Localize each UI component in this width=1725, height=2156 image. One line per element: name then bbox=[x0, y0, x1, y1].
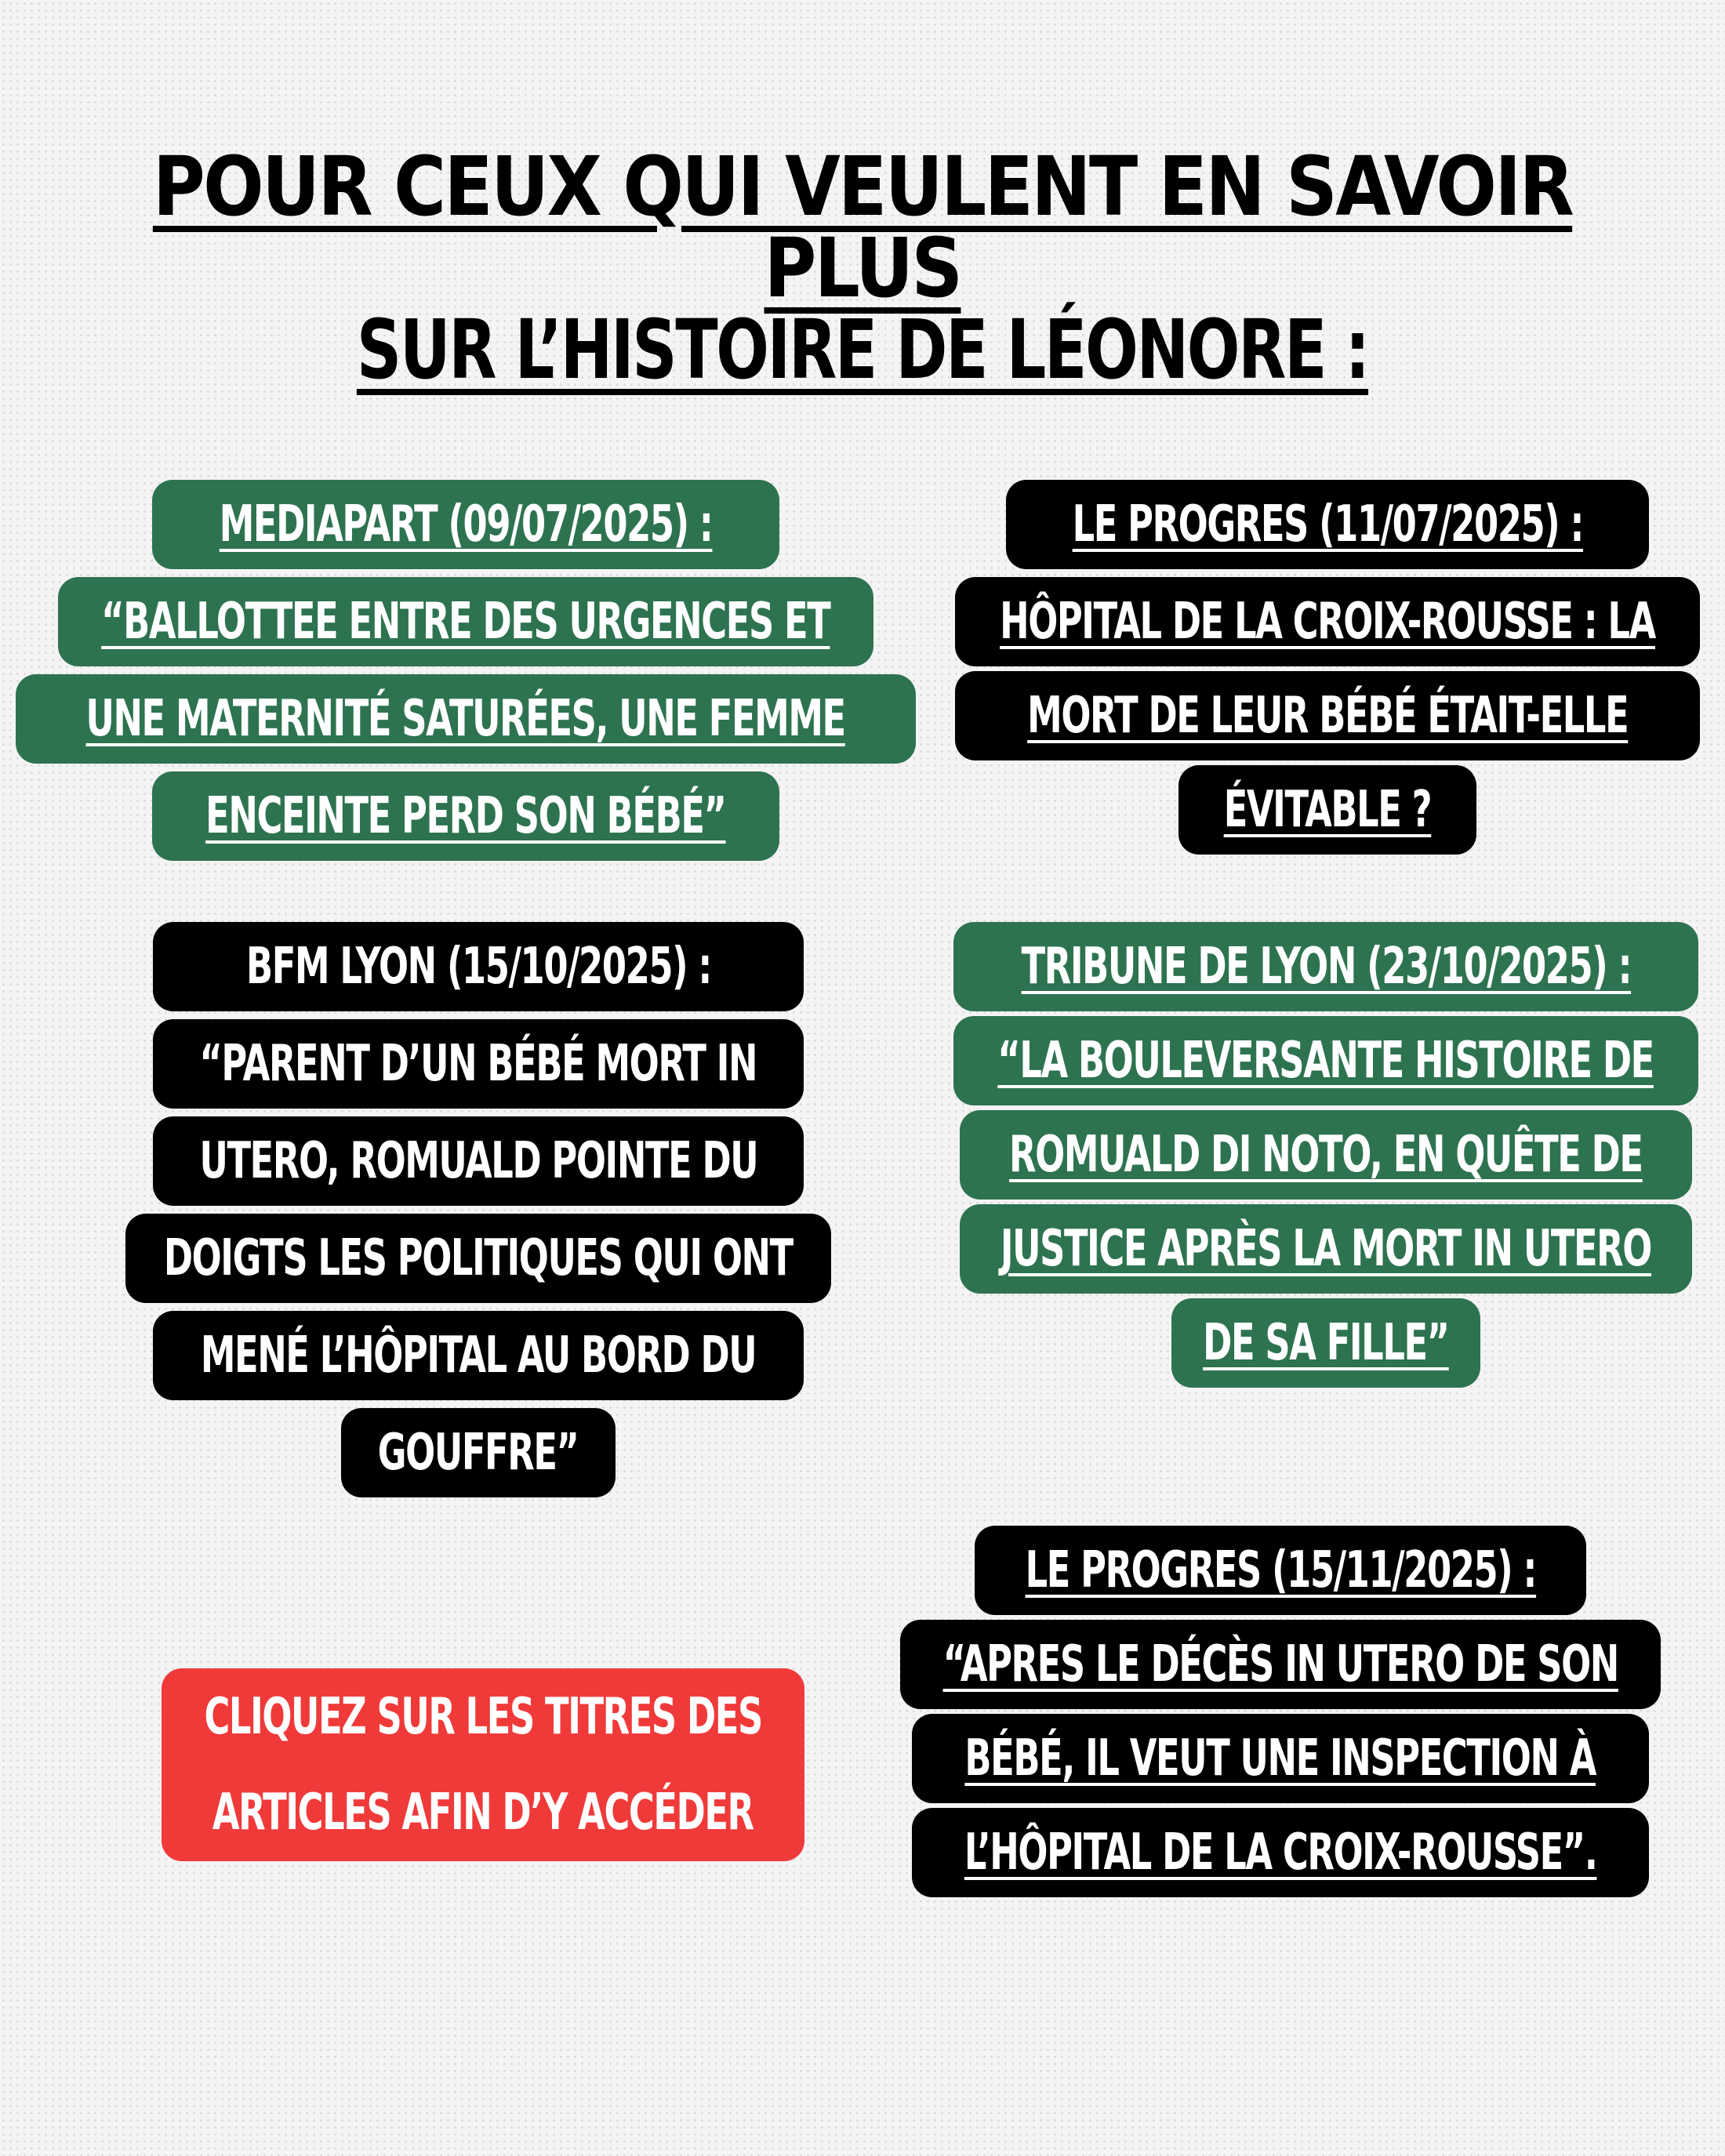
cta-line: ARTICLES AFIN D’Y ACCÉDER bbox=[162, 1764, 804, 1861]
article-title-line: ROMUALD DI NOTO, EN QUÊTE DE bbox=[960, 1110, 1692, 1200]
article-title-line: “PARENT D’UN BÉBÉ MORT IN bbox=[153, 1019, 804, 1109]
article-title-line: DOIGTS LES POLITIQUES QUI ONT bbox=[125, 1214, 831, 1303]
article-title-line: UTERO, ROMUALD POINTE DU bbox=[153, 1116, 804, 1206]
article-source: BFM LYON (15/10/2025) : bbox=[153, 922, 804, 1011]
article-source: LE PROGRES (11/07/2025) : bbox=[1006, 480, 1649, 569]
article-title-line: UNE MATERNITÉ SATURÉES, UNE FEMME bbox=[16, 674, 916, 764]
article-title-line: BÉBÉ, IL VEUT UNE INSPECTION À bbox=[912, 1714, 1649, 1803]
page-title-line-2: SUR L’HISTOIRE DE LÉONORE : bbox=[356, 302, 1369, 397]
article-title-line: “BALLOTTEE ENTRE DES URGENCES ET bbox=[58, 577, 873, 666]
article-title-line: “LA BOULEVERSANTE HISTOIRE DE bbox=[953, 1016, 1698, 1105]
article-source: MEDIAPART (09/07/2025) : bbox=[152, 480, 779, 569]
article-title-line: “APRES LE DÉCÈS IN UTERO DE SON bbox=[900, 1620, 1661, 1709]
article-source: LE PROGRES (15/11/2025) : bbox=[975, 1526, 1586, 1615]
article-title-line: GOUFFRE” bbox=[341, 1408, 616, 1497]
article-title-line: L’HÔPITAL DE LA CROIX-ROUSSE”. bbox=[912, 1808, 1649, 1897]
article-source: TRIBUNE DE LYON (23/10/2025) : bbox=[953, 922, 1698, 1011]
page-title-line-1: POUR CEUX QUI VEULENT EN SAVOIR PLUS bbox=[152, 139, 1573, 316]
article-title-line: MENÉ L’HÔPITAL AU BORD DU bbox=[153, 1311, 804, 1400]
article-title-line: HÔPITAL DE LA CROIX-ROUSSE : LA bbox=[955, 577, 1700, 666]
article-title-line: ÉVITABLE ? bbox=[1178, 765, 1476, 855]
cta-line: CLIQUEZ SUR LES TITRES DES bbox=[162, 1668, 804, 1766]
article-title-line: JUSTICE APRÈS LA MORT IN UTERO bbox=[960, 1204, 1692, 1294]
article-title-line: DE SA FILLE” bbox=[1171, 1298, 1480, 1388]
article-title-line: ENCEINTE PERD SON BÉBÉ” bbox=[152, 771, 779, 861]
article-title-line: MORT DE LEUR BÉBÉ ÉTAIT-ELLE bbox=[955, 671, 1700, 760]
